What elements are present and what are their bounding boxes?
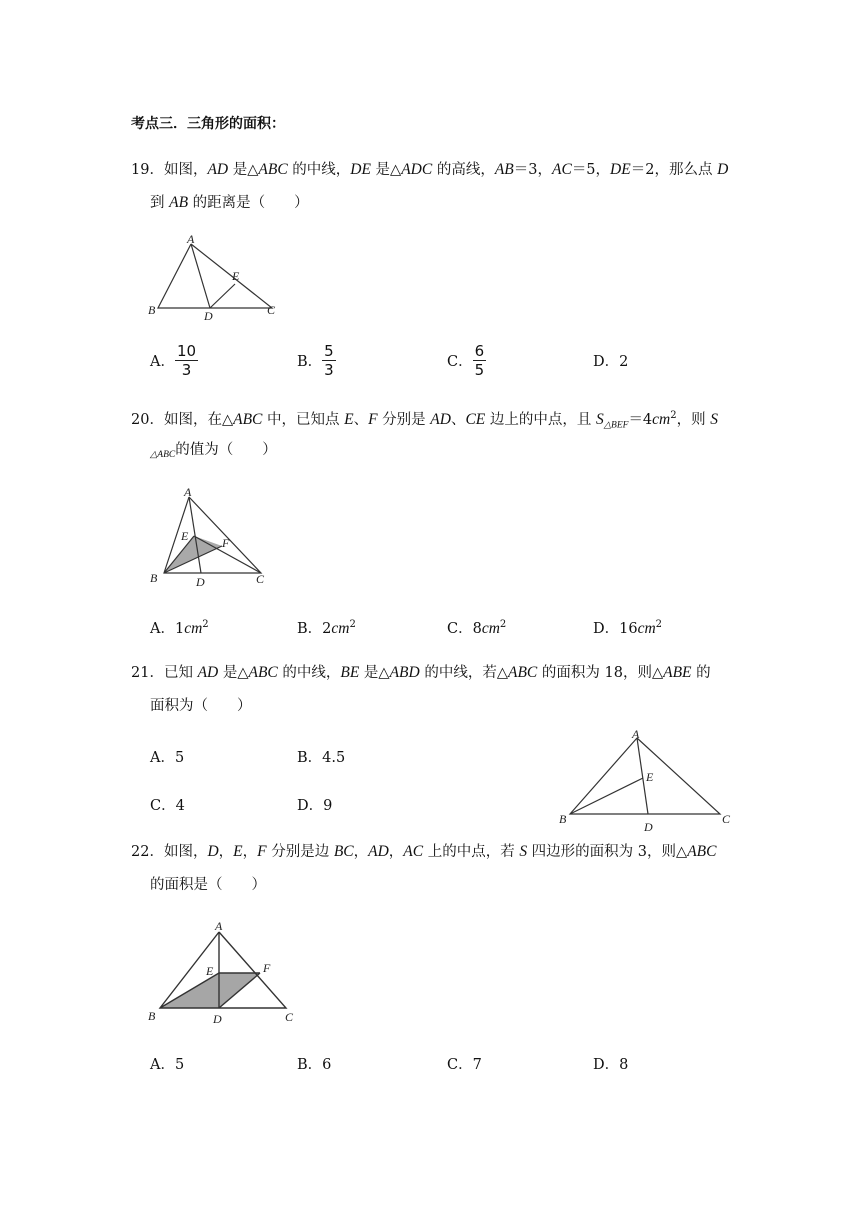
q19-label-e: E bbox=[232, 269, 240, 283]
q20-subscript: △ABC bbox=[150, 450, 176, 460]
q22-text: 分别是边 bbox=[266, 844, 334, 860]
q20-option-a[interactable] bbox=[150, 617, 209, 638]
q20-option-b[interactable] bbox=[297, 617, 356, 638]
q19-text: 的距离是（ ） bbox=[188, 195, 309, 211]
q22-text: 四边形的面积为 3，则△ bbox=[527, 844, 688, 860]
q21-line1 bbox=[131, 663, 711, 683]
q20-unit: cm bbox=[652, 410, 671, 428]
q20-option-d[interactable] bbox=[593, 617, 662, 638]
q19-label-d: D bbox=[204, 309, 213, 323]
q20-label-c: C bbox=[256, 572, 265, 586]
q22-text: ， bbox=[218, 844, 234, 860]
q19-label-b: B bbox=[148, 303, 156, 317]
q21-text: 是△ bbox=[218, 665, 249, 681]
q19-option-d[interactable] bbox=[593, 350, 628, 371]
q22-number: 22． bbox=[131, 844, 164, 860]
q20-text: 、 bbox=[450, 411, 466, 428]
q19-var: ADC bbox=[401, 161, 433, 178]
q22-var: BC bbox=[333, 843, 354, 860]
q22-option-b[interactable]: B．6 bbox=[297, 1057, 332, 1073]
option-unit: cm bbox=[331, 620, 350, 637]
q19-text: 如图， bbox=[163, 162, 208, 178]
q21-line2: 面积为（ ） bbox=[150, 698, 252, 714]
q20-text: 的值为（ ） bbox=[175, 442, 277, 458]
q21-label-a: A bbox=[632, 727, 640, 741]
q22-text: ， bbox=[242, 844, 258, 860]
q20-var: AD bbox=[430, 410, 451, 428]
fraction-numerator: 10 bbox=[176, 342, 197, 360]
q20-figure bbox=[140, 484, 280, 588]
q21-var: ABC bbox=[508, 664, 538, 681]
q19-text: 到 bbox=[150, 195, 170, 211]
q22-label-e: E bbox=[206, 964, 214, 978]
q22-line1 bbox=[131, 842, 716, 862]
q21-var: AD bbox=[197, 664, 219, 681]
q20-label-d: D bbox=[196, 575, 205, 588]
q19-var: AB bbox=[494, 161, 514, 178]
q20-var: CE bbox=[465, 410, 486, 428]
q21-text: 的中线， bbox=[277, 665, 341, 681]
option-value: 1 bbox=[174, 621, 185, 637]
q19-line2 bbox=[150, 193, 309, 213]
option-label: D． bbox=[593, 354, 620, 370]
option-fraction bbox=[322, 343, 336, 378]
q20-var: E bbox=[344, 410, 354, 428]
q20-text: 中，已知点 bbox=[262, 411, 345, 428]
q21-text: 的 bbox=[691, 665, 711, 681]
q19-text: ＝3， bbox=[513, 162, 552, 178]
option-unit: cm bbox=[481, 620, 500, 637]
q22-option-c[interactable]: C．7 bbox=[447, 1057, 482, 1073]
option-label: A． bbox=[150, 354, 175, 370]
q22-text: ， bbox=[388, 844, 404, 860]
q19-var: DE bbox=[350, 161, 371, 178]
q21-text: 的面积为 18，则△ bbox=[537, 665, 664, 681]
q21-figure bbox=[555, 725, 740, 837]
option-label: C． bbox=[447, 354, 473, 370]
q19-text: ＝5， bbox=[571, 162, 611, 178]
q21-label-d: D bbox=[644, 820, 653, 834]
option-label: D． bbox=[593, 621, 620, 637]
q22-var: D bbox=[207, 843, 219, 860]
q20-text: 如图，在△ bbox=[163, 411, 234, 428]
option-value: 16 bbox=[619, 621, 638, 637]
q22-label-f: F bbox=[263, 961, 271, 975]
q22-var: ABC bbox=[687, 843, 717, 860]
q20-text: 分别是 bbox=[377, 411, 431, 428]
option-fraction bbox=[175, 343, 198, 378]
q20-power: 2 bbox=[670, 410, 677, 421]
fraction-numerator: 6 bbox=[474, 342, 485, 360]
section-title: 考点三．三角形的面积： bbox=[131, 116, 285, 132]
q19-number: 19． bbox=[131, 162, 164, 178]
q22-option-d[interactable]: D．8 bbox=[593, 1057, 629, 1073]
option-power: 2 bbox=[499, 619, 507, 631]
q22-var: S bbox=[519, 843, 528, 860]
option-value: 2 bbox=[619, 354, 629, 370]
q19-var: AC bbox=[552, 161, 572, 178]
q22-label-b: B bbox=[148, 1009, 156, 1023]
option-label: A． bbox=[150, 621, 175, 637]
q19-line1 bbox=[131, 160, 728, 180]
fraction-numerator: 5 bbox=[324, 342, 334, 360]
q22-label-c: C bbox=[285, 1010, 294, 1024]
q19-text: ＝2，那么点 bbox=[630, 162, 718, 178]
q22-option-a[interactable]: A．5 bbox=[150, 1057, 185, 1073]
q21-var: ABD bbox=[389, 664, 420, 681]
option-power: 2 bbox=[202, 619, 209, 631]
q19-var: DE bbox=[610, 161, 631, 178]
q21-option-d[interactable]: D．9 bbox=[297, 798, 333, 814]
q22-text: 上的中点，若 bbox=[423, 844, 520, 860]
q22-text: 如图， bbox=[163, 844, 208, 860]
q20-text: ，则 bbox=[676, 411, 711, 428]
option-power: 2 bbox=[655, 619, 663, 631]
q20-var: S bbox=[595, 410, 604, 428]
option-label: B． bbox=[297, 621, 323, 637]
q21-text: 的中线，若△ bbox=[419, 665, 508, 681]
q21-var: BE bbox=[340, 664, 360, 681]
q20-label-b: B bbox=[150, 571, 158, 585]
q20-label-a: A bbox=[184, 485, 192, 499]
q21-var: ABE bbox=[663, 664, 692, 681]
option-label: C． bbox=[447, 621, 473, 637]
option-fraction bbox=[473, 343, 487, 378]
q21-option-c[interactable]: C．4 bbox=[150, 798, 185, 814]
q19-figure bbox=[140, 232, 290, 324]
q19-option-b[interactable] bbox=[297, 343, 336, 378]
option-power: 2 bbox=[349, 619, 356, 631]
q20-line1 bbox=[131, 406, 718, 436]
q22-label-a: A bbox=[215, 919, 223, 933]
q21-option-a[interactable]: A．5 bbox=[150, 750, 185, 766]
q19-var: D bbox=[717, 161, 729, 178]
q22-var: F bbox=[257, 843, 267, 860]
q19-text: 的中线， bbox=[287, 162, 351, 178]
q20-text: ＝4 bbox=[628, 411, 653, 428]
q20-var: ABC bbox=[233, 410, 263, 428]
option-unit: cm bbox=[637, 620, 656, 637]
q22-text: ， bbox=[353, 844, 369, 860]
fraction-denominator: 3 bbox=[324, 361, 334, 379]
q22-line2: 的面积是（ ） bbox=[150, 877, 266, 893]
q19-text: 是△ bbox=[228, 162, 259, 178]
option-unit: cm bbox=[184, 620, 203, 637]
q19-text: 的高线， bbox=[432, 162, 495, 178]
q21-number: 21． bbox=[131, 665, 164, 681]
q20-subscript: △BEF bbox=[603, 420, 629, 431]
q19-var: AB bbox=[169, 194, 189, 211]
q22-figure bbox=[142, 914, 307, 1026]
q20-number: 20． bbox=[131, 411, 164, 428]
q21-label-e: E bbox=[646, 770, 654, 784]
q20-var: F bbox=[368, 410, 378, 428]
q21-option-b[interactable]: B．4.5 bbox=[297, 750, 346, 766]
q22-var: E bbox=[233, 843, 243, 860]
q21-label-b: B bbox=[559, 812, 567, 826]
q22-var: AD bbox=[368, 843, 389, 860]
q20-line2 bbox=[150, 440, 277, 465]
q19-option-c[interactable] bbox=[447, 343, 486, 378]
option-value: 8 bbox=[472, 621, 482, 637]
fraction-denominator: 5 bbox=[474, 361, 485, 379]
q22-var: AC bbox=[403, 843, 424, 860]
q19-var: ABC bbox=[258, 161, 288, 178]
q19-label-c: C bbox=[267, 303, 276, 317]
q20-option-c[interactable] bbox=[447, 617, 506, 638]
q20-text: 边上的中点，且 bbox=[485, 411, 596, 428]
q20-label-e: E bbox=[181, 529, 189, 543]
q19-label-a: A bbox=[187, 232, 195, 246]
q21-var: ABC bbox=[248, 664, 278, 681]
q20-var: S bbox=[710, 410, 718, 428]
q19-text: 是△ bbox=[370, 162, 402, 178]
option-label: B． bbox=[297, 354, 323, 370]
q19-option-a[interactable] bbox=[150, 343, 198, 378]
q20-label-f: F bbox=[222, 536, 230, 550]
q20-text: 、 bbox=[353, 411, 369, 428]
q21-text: 是△ bbox=[359, 665, 390, 681]
fraction-denominator: 3 bbox=[181, 361, 192, 379]
q21-text: 已知 bbox=[163, 665, 198, 681]
option-value: 2 bbox=[322, 621, 332, 637]
q19-var: AD bbox=[207, 161, 229, 178]
q22-label-d: D bbox=[213, 1012, 222, 1026]
q21-label-c: C bbox=[722, 812, 731, 826]
